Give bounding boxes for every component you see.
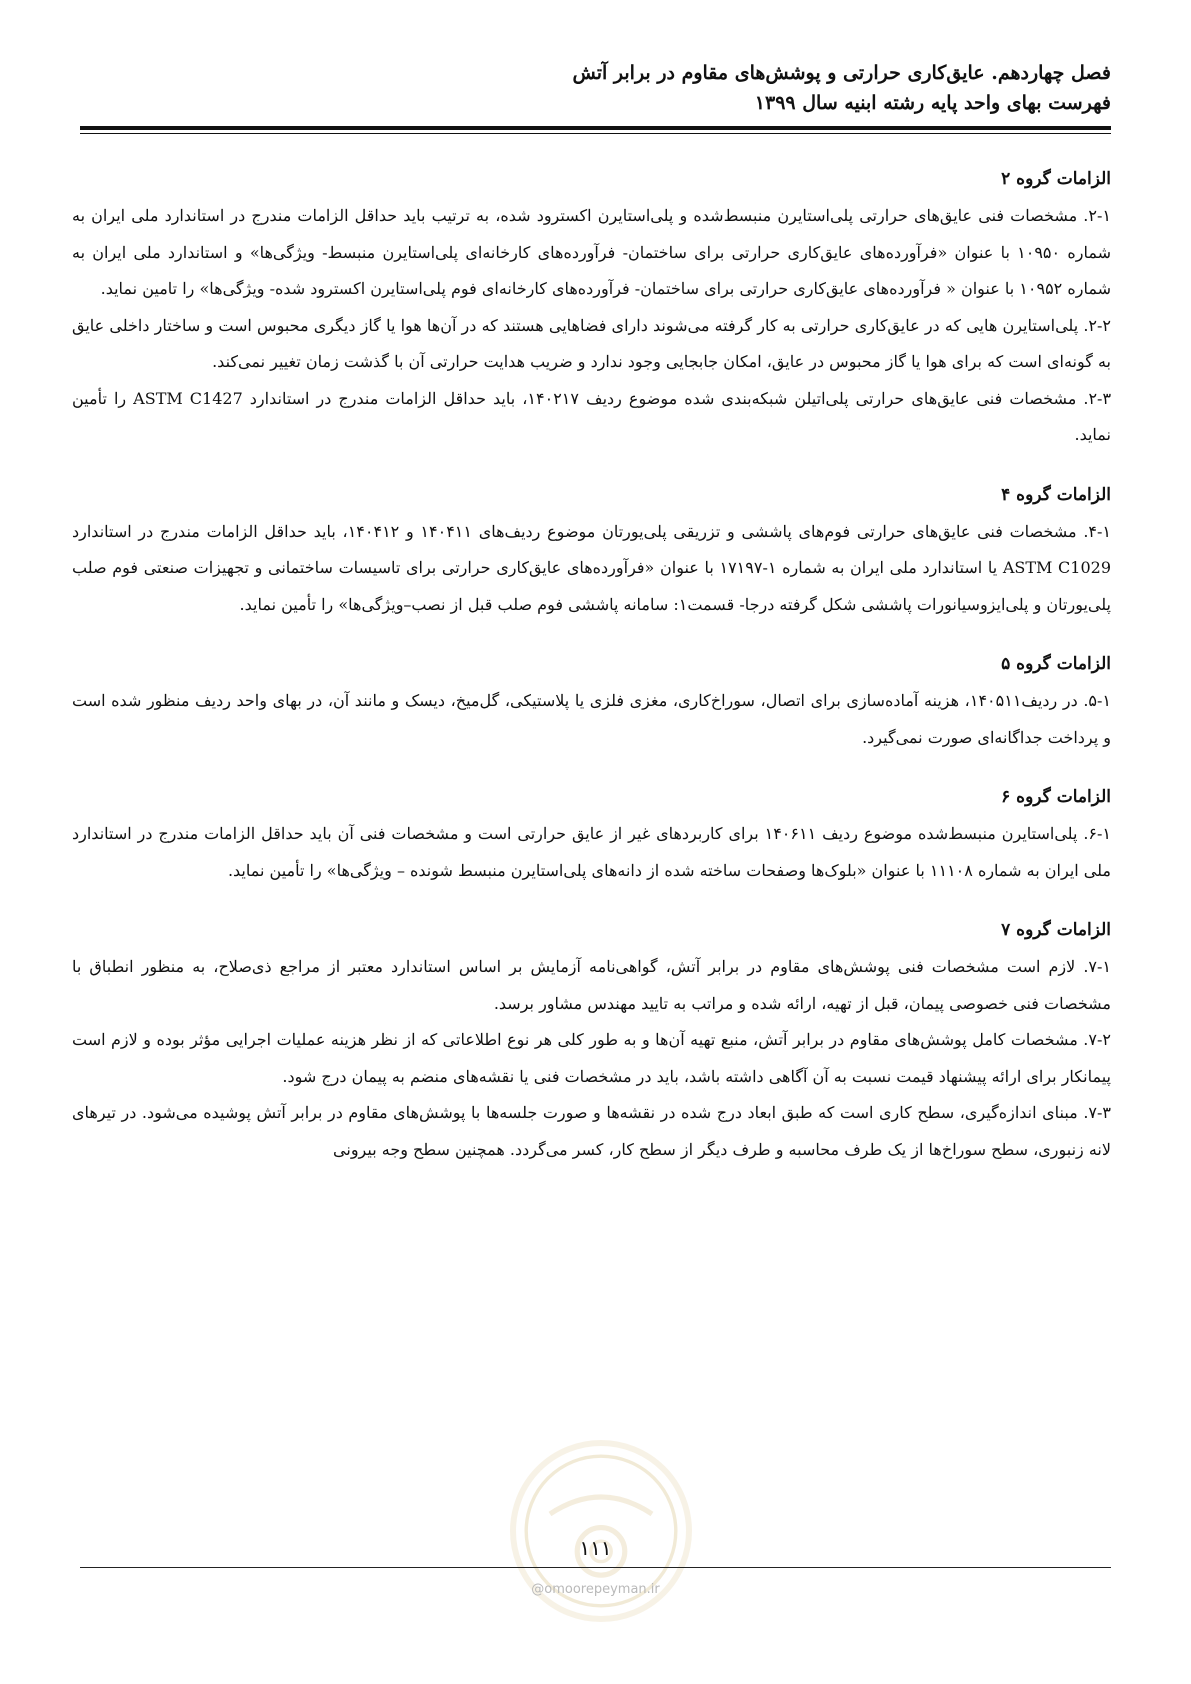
section-heading: الزامات گروه ۶ (1001, 787, 1111, 807)
paragraph: ۲-۳. مشخصات فنی عایق‌های حرارتی پلی‌اتیلن شبکه‌بندی شده موضوع ردیف ۱۴۰۲۱۷، باید حداقل الزامات مندرج در استاندارد ASTM C1427 را تأمین نماید. (72, 388, 1112, 444)
section-group-4 (72, 478, 1111, 624)
price-list-title: فهرست بهای واحد پایه رشته ابنیه سال ۱۳۹۹ (754, 92, 1111, 114)
page-header (80, 58, 1111, 118)
page-body (72, 162, 1111, 1192)
paragraph: ۷-۳. مبنای اندازه‌گیری، سطح کاری است که طبق ابعاد درج شده در نقشه‌ها و صورت جلسه‌ها با پوشش‌های مقاوم در برابر آتش پوشیده می‌شود. در تیرهای لانه زنبوری، سطح سوراخ‌ها از یک طرف محاسبه و طرف دیگر از سطح کار، کسر می‌گردد. همچنین سطح وجه بیرونی (72, 1103, 1111, 1159)
section-group-6 (72, 780, 1111, 889)
paragraph: ۲-۱. مشخصات فنی عایق‌های حرارتی پلی‌استایرن منبسط‌شده و پلی‌استایرن اکسترود شده، به ترتیب باید حداقل الزامات مندرج در استاندارد ملی ایران به شماره ۱۰۹۵۰ با عنوان «فرآورده‌های عایق‌کاری حرارتی برای ساختمان- فرآورده‌های کارخانه‌ای پلی‌استایرن منبسط- ویژگی‌ها» و استاندارد ملی ایران به شماره ۱۰۹۵۲ با عنوان « فرآورده‌های عایق‌کاری حرارتی برای ساختمان- فرآورده‌های کارخانه‌ای فوم پلی‌استایرن اکسترود شده- ویژگی‌ها» را تامین نماید. (72, 206, 1111, 298)
section-heading: الزامات گروه ۷ (1001, 920, 1111, 940)
paragraph: ۷-۲. مشخصات کامل پوشش‌های مقاوم در برابر آتش، منبع تهیه آن‌ها و به طور کلی هر نوع اطلاعاتی که از نظر هزینه عملیات اجرایی مؤثر بوده و لازم است پیمانکار برای ارائه پیشنهاد قیمت نسبت به آن آگاهی داشته باشد، باید در مشخصات فنی یا نقشه‌های منضم به پیمان درج شود. (72, 1030, 1111, 1086)
paragraph: ۲-۲. پلی‌استایرن هایی که در عایق‌کاری حرارتی به کار گرفته می‌شوند دارای فضاهایی هستند که در آن‌ها هوا یا گاز دیگری محبوس است و ساختار داخلی عایق به گونه‌ای است که برای هوا یا گاز محبوس در عایق، امکان جابجایی وجود ندارد و ضریب هدایت حرارتی آن با گذشت زمان تغییر نمی‌کند. (72, 315, 1111, 371)
paragraph: ۷-۱. لازم است مشخصات فنی پوشش‌های مقاوم در برابر آتش، گواهی‌نامه آزمایش بر اساس استاندارد معتبر از مراجع ذی‌صلاح، به منظور انطباق با مشخصات فنی خصوصی پیمان، قبل از تهیه، ارائه شده و مراتب به تایید مهندس مشاور برسد. (72, 957, 1111, 1013)
section-group-5 (72, 647, 1111, 756)
section-heading: الزامات گروه ۴ (1001, 484, 1111, 505)
section-group-7 (72, 913, 1111, 1168)
footer-website: @omoorepeyman.ir (531, 1582, 660, 1597)
paragraph: ۵-۱. در ردیف۱۴۰۵۱۱، هزینه آماده‌سازی برای اتصال، سوراخ‌کاری، مغزی فلزی یا پلاستیکی، گل‌میخ، دیسک و مانند آن، در بهای واحد ردیف منظور شده است و پرداخت جداگانه‌ای صورت نمی‌گیرد. (72, 691, 1111, 747)
header-rule-thick (80, 126, 1111, 130)
paragraph: ۶-۱. پلی‌استایرن منبسط‌شده موضوع ردیف ۱۴۰۶۱۱ برای کاربردهای غیر از عایق حرارتی است و مشخصات فنی آن باید حداقل الزامات مندرج در استاندارد ملی ایران به شماره ۱۱۱۰۸ با عنوان «بلوک‌ها وصفحات ساخته شده از دانه‌های پلی‌استایرن منبسط شونده – ویژگی‌ها» را تأمین نماید. (72, 824, 1112, 880)
footer-rule (80, 1567, 1111, 1568)
paragraph: ۴-۱. مشخصات فنی عایق‌های حرارتی فوم‌های پاششی و تزریقی پلی‌یورتان موضوع ردیف‌های ۱۴۰۴۱۱ و ۱۴۰۴۱۲، باید حداقل الزامات مندرج در استاندارد ASTM C1029 یا استاندارد ملی ایران به شماره ۱-۱۷۱۹۷ با عنوان «فرآورده‌های عایق‌کاری حرارتی برای تاسیسات ساختمانی و تجهیزات صنعتی فوم صلب پلی‌یورتان و پلی‌ایزوسیانورات پاششی شکل گرفته درجا- قسمت۱: سامانه پاششی فوم صلب قبل از نصب–ویژگی‌ها» را تأمین نماید. (72, 521, 1112, 614)
section-heading: الزامات گروه ۲ (1001, 169, 1111, 189)
page-number: ۱۱۱ (579, 1536, 612, 1560)
section-heading: الزامات گروه ۵ (1001, 654, 1111, 674)
header-rule-thin (80, 133, 1111, 134)
section-group-2 (72, 162, 1111, 454)
chapter-title: فصل چهاردهم. عایق‌کاری حرارتی و پوشش‌های مقاوم در برابر آتش (572, 62, 1111, 84)
